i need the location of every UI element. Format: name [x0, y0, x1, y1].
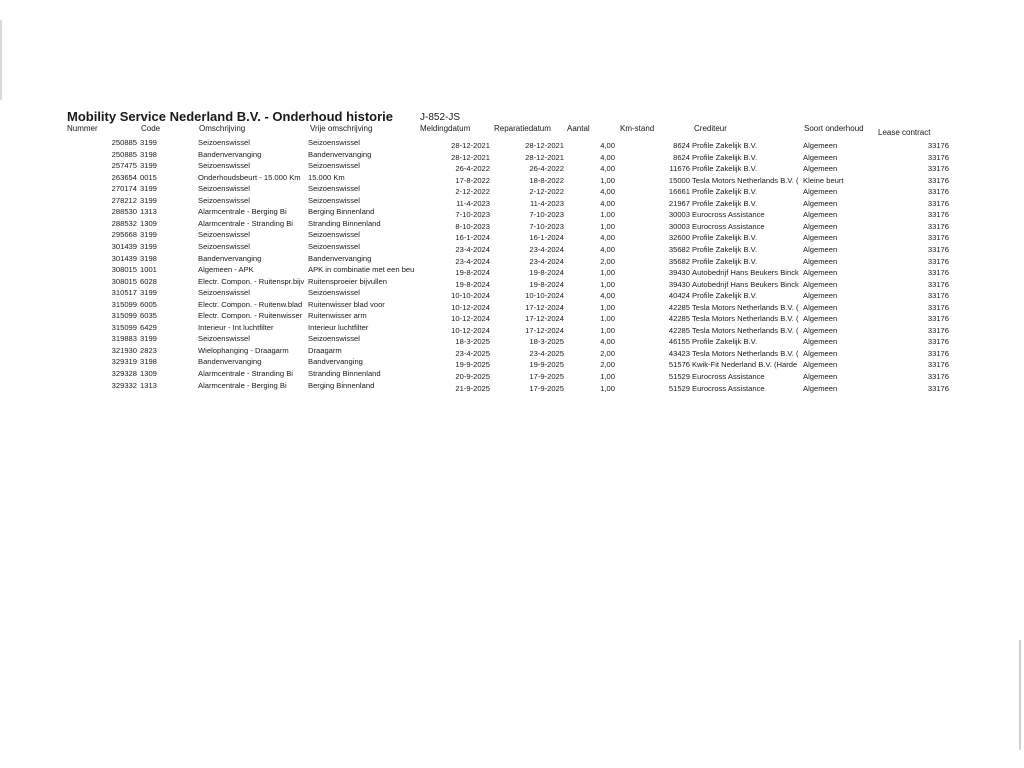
row-lease-contract: 33176	[927, 325, 949, 335]
row-soort-onderhoud: Algemeen	[803, 152, 838, 162]
row-vrije-omschrijving: Seizoenswissel	[308, 241, 360, 251]
row-km-stand: 8624	[673, 141, 690, 150]
row-vrije-omschrijving: Bandvervanging	[308, 357, 363, 367]
row-km-stand: 51576	[668, 360, 690, 370]
row-soort-onderhoud: Algemeen	[803, 268, 838, 278]
header-km-stand: Km-stand	[620, 124, 655, 133]
scan-edge-right	[1019, 640, 1021, 750]
row-vrije-omschrijving: Seizoenswissel	[308, 288, 360, 298]
row-meldingdatum: 10-10-2024	[451, 291, 490, 301]
row-crediteur: Tesla Motors Netherlands B.V. (	[692, 175, 799, 185]
row-nummer: 315099	[111, 311, 137, 321]
row-omschrijving: Seizoenswissel	[198, 138, 250, 147]
row-soort-onderhoud: Algemeen	[803, 337, 838, 347]
row-meldingdatum: 2-12-2022	[455, 187, 490, 197]
row-crediteur: Kwik-Fit Nederland B.V. (Harde	[692, 360, 798, 370]
table-row	[0, 241, 1024, 253]
license-plate: J-852-JS	[420, 112, 461, 123]
table-row	[0, 356, 1024, 368]
row-lease-contract: 33176	[927, 337, 949, 347]
row-soort-onderhoud: Algemeen	[803, 187, 838, 197]
row-lease-contract: 33176	[927, 314, 949, 324]
row-vrije-omschrijving: Interieur luchtfilter	[308, 322, 369, 332]
row-aantal: 2,00	[600, 348, 615, 358]
header-code: Code	[141, 124, 161, 133]
row-km-stand: 11676	[669, 164, 690, 174]
row-vrije-omschrijving: Berging Binnenland	[308, 207, 375, 217]
row-code: 6028	[140, 276, 157, 286]
row-aantal: 4,00	[600, 291, 615, 301]
row-crediteur: Tesla Motors Netherlands B.V. (	[692, 348, 799, 358]
row-omschrijving: Seizoenswissel	[198, 184, 250, 194]
row-lease-contract: 33176	[927, 152, 949, 162]
header-reparatiedatum: Reparatiedatum	[494, 124, 551, 133]
row-aantal: 1,00	[600, 210, 615, 220]
row-nummer: 315099	[111, 322, 137, 332]
header-crediteur: Crediteur	[694, 124, 727, 133]
row-km-stand: 30003	[668, 210, 690, 220]
row-lease-contract: 33176	[927, 383, 949, 393]
table-row	[0, 229, 1024, 241]
row-meldingdatum: 10-12-2024	[451, 302, 490, 312]
row-km-stand: 15000	[668, 175, 690, 185]
row-aantal: 1,00	[600, 302, 615, 312]
row-code: 3199	[140, 195, 157, 205]
row-meldingdatum: 10-12-2024	[451, 325, 490, 335]
row-reparatiedatum: 2-12-2022	[529, 187, 564, 197]
row-reparatiedatum: 16-1-2024	[529, 233, 564, 243]
table-row	[0, 287, 1024, 299]
row-meldingdatum: 23-4-2024	[455, 244, 490, 254]
row-aantal: 4,00	[600, 187, 615, 197]
row-reparatiedatum: 28-12-2021	[525, 141, 564, 150]
table-row	[0, 160, 1024, 172]
row-soort-onderhoud: Algemeen	[803, 244, 838, 254]
row-code: 1001	[140, 265, 157, 275]
row-meldingdatum: 11-4-2023	[455, 198, 490, 208]
row-lease-contract: 33176	[927, 187, 949, 197]
row-nummer: 308015	[111, 265, 137, 275]
row-meldingdatum: 8-10-2023	[455, 221, 490, 231]
row-code: 3198	[140, 149, 157, 159]
row-nummer: 250885	[111, 149, 137, 159]
row-soort-onderhoud: Algemeen	[803, 302, 838, 312]
row-nummer: 295668	[111, 230, 137, 240]
row-lease-contract: 33176	[927, 210, 949, 220]
row-code: 1313	[140, 207, 157, 217]
row-crediteur: Profile Zakelijk B.V.	[692, 256, 758, 266]
row-code: 3199	[140, 138, 157, 147]
row-code: 3199	[140, 184, 157, 194]
row-nummer: 321930	[111, 345, 137, 355]
row-reparatiedatum: 18-8-2022	[529, 175, 564, 185]
row-crediteur: Eurocross Assistance	[692, 210, 765, 220]
row-omschrijving: Interieur - Int luchtfilter	[198, 322, 274, 332]
table-row	[0, 206, 1024, 218]
row-omschrijving: Alarmcentrale - Berging Bi	[198, 380, 287, 390]
row-nummer: 319883	[111, 334, 137, 344]
row-vrije-omschrijving: Seizoenswissel	[308, 230, 360, 240]
row-reparatiedatum: 19-8-2024	[529, 279, 564, 289]
table-row	[0, 345, 1024, 357]
row-nummer: 329332	[111, 380, 137, 390]
row-code: 6429	[140, 322, 157, 332]
row-crediteur: Autobedrijf Hans Beukers Binck	[692, 268, 799, 278]
row-aantal: 1,00	[600, 372, 615, 381]
row-omschrijving: Seizoenswissel	[198, 334, 250, 344]
row-code: 3198	[140, 253, 157, 263]
row-soort-onderhoud: Algemeen	[803, 325, 838, 335]
row-aantal: 4,00	[600, 337, 615, 347]
row-vrije-omschrijving: Draagarm	[308, 345, 342, 355]
row-nummer: 278212	[111, 195, 137, 205]
row-soort-onderhoud: Algemeen	[803, 221, 838, 231]
row-meldingdatum: 10-12-2024	[451, 314, 490, 324]
row-omschrijving: Bandenvervanging	[198, 149, 262, 159]
header-nummer: Nummer	[67, 124, 98, 133]
row-omschrijving: Onderhoudsbeurt - 15.000 Km	[198, 172, 301, 182]
row-soort-onderhoud: Algemeen	[803, 348, 838, 358]
row-lease-contract: 33176	[927, 256, 949, 266]
header-vrije-omschrijving: Vrije omschrijving	[310, 124, 373, 133]
row-omschrijving: Seizoenswissel	[198, 288, 250, 298]
row-nummer: 301439	[111, 253, 137, 263]
table-row	[0, 253, 1024, 265]
row-code: 3199	[140, 288, 157, 298]
table-row	[0, 149, 1024, 161]
row-km-stand: 21967	[668, 198, 690, 208]
table-row	[0, 322, 1024, 334]
row-vrije-omschrijving: Stranding Binnenland	[308, 369, 381, 378]
row-lease-contract: 33176	[927, 360, 949, 370]
row-soort-onderhoud: Algemeen	[803, 314, 838, 324]
row-meldingdatum: 16-1-2024	[455, 233, 490, 243]
row-omschrijving: Seizoenswissel	[198, 241, 250, 251]
row-meldingdatum: 19-8-2024	[455, 279, 490, 289]
row-code: 3198	[140, 357, 157, 367]
row-reparatiedatum: 7-10-2023	[529, 221, 564, 231]
row-meldingdatum: 18-3-2025	[455, 337, 490, 347]
row-nummer: 288530	[111, 207, 137, 217]
row-soort-onderhoud: Algemeen	[803, 372, 838, 381]
row-soort-onderhoud: Algemeen	[803, 256, 838, 266]
row-crediteur: Profile Zakelijk B.V.	[692, 187, 758, 197]
row-meldingdatum: 23-4-2024	[455, 256, 490, 266]
row-soort-onderhoud: Algemeen	[803, 383, 838, 393]
row-nummer: 270174	[111, 184, 137, 194]
table-row	[0, 368, 1024, 380]
row-km-stand: 40424	[668, 291, 690, 301]
row-reparatiedatum: 10-10-2024	[525, 291, 564, 301]
row-reparatiedatum: 17-12-2024	[525, 302, 564, 312]
row-soort-onderhoud: Algemeen	[803, 233, 838, 243]
row-omschrijving: Seizoenswissel	[198, 195, 250, 205]
row-lease-contract: 33176	[927, 164, 949, 174]
row-vrije-omschrijving: Seizoenswissel	[308, 334, 360, 344]
row-nummer: 308015	[111, 276, 137, 286]
row-reparatiedatum: 23-4-2025	[529, 348, 564, 358]
row-reparatiedatum: 19-9-2025	[529, 360, 564, 370]
row-vrije-omschrijving: Seizoenswissel	[308, 184, 360, 194]
row-aantal: 2,00	[600, 360, 615, 370]
row-reparatiedatum: 23-4-2024	[529, 244, 564, 254]
row-vrije-omschrijving: Stranding Binnenland	[308, 218, 381, 228]
row-vrije-omschrijving: Berging Binnenland	[308, 380, 375, 390]
row-meldingdatum: 17-8-2022	[455, 175, 490, 185]
row-km-stand: 30003	[668, 221, 690, 231]
row-vrije-omschrijving: Bandenvervanging	[308, 253, 372, 263]
row-lease-contract: 33176	[927, 268, 949, 278]
header-aantal: Aantal	[567, 124, 590, 133]
row-crediteur: Profile Zakelijk B.V.	[692, 198, 758, 208]
row-meldingdatum: 26-4-2022	[455, 164, 490, 174]
header-omschrijving: Omschrijving	[199, 124, 246, 133]
row-km-stand: 32600	[668, 233, 690, 243]
row-nummer: 250885	[111, 138, 137, 147]
row-reparatiedatum: 28-12-2021	[525, 152, 564, 162]
row-reparatiedatum: 17-12-2024	[525, 314, 564, 324]
row-nummer: 315099	[111, 299, 137, 309]
row-lease-contract: 33176	[927, 291, 949, 301]
row-meldingdatum: 28-12-2021	[451, 141, 490, 150]
row-nummer: 257475	[111, 161, 137, 171]
row-soort-onderhoud: Algemeen	[803, 291, 838, 301]
row-crediteur: Tesla Motors Netherlands B.V. (	[692, 314, 799, 324]
row-aantal: 1,00	[600, 314, 615, 324]
scan-edge-left	[0, 20, 2, 100]
row-reparatiedatum: 17-12-2024	[525, 325, 564, 335]
row-aantal: 1,00	[600, 383, 615, 393]
row-omschrijving: Bandenvervanging	[198, 357, 262, 367]
row-code: 1309	[140, 369, 157, 378]
row-km-stand: 51529	[668, 383, 690, 393]
row-meldingdatum: 21-9-2025	[455, 383, 490, 393]
row-crediteur: Tesla Motors Netherlands B.V. (	[692, 302, 799, 312]
row-crediteur: Eurocross Assistance	[692, 383, 765, 393]
row-nummer: 263654	[111, 172, 137, 182]
row-soort-onderhoud: Kleine beurt	[803, 175, 844, 185]
row-vrije-omschrijving: Ruitensproeier bijvullen	[308, 276, 387, 286]
row-omschrijving: Electr. Compon. - Ruitenspr.bijv	[198, 276, 304, 286]
row-vrije-omschrijving: Seizoenswissel	[308, 161, 360, 171]
row-aantal: 4,00	[600, 233, 615, 243]
row-km-stand: 42285	[668, 314, 690, 324]
row-aantal: 1,00	[600, 221, 615, 231]
table-row	[0, 218, 1024, 230]
row-aantal: 4,00	[600, 152, 615, 162]
row-nummer: 310517	[111, 288, 137, 298]
row-code: 3199	[140, 161, 157, 171]
row-crediteur: Profile Zakelijk B.V.	[692, 164, 758, 174]
row-crediteur: Profile Zakelijk B.V.	[692, 291, 758, 301]
table-row	[0, 264, 1024, 276]
header-meldingdatum: Meldingdatum	[420, 124, 471, 133]
table-row	[0, 299, 1024, 311]
row-meldingdatum: 7-10-2023	[455, 210, 490, 220]
row-vrije-omschrijving: Seizoenswissel	[308, 195, 360, 205]
table-row	[0, 195, 1024, 207]
row-lease-contract: 33176	[927, 348, 949, 358]
row-code: 3199	[140, 241, 157, 251]
row-aantal: 1,00	[600, 325, 615, 335]
table-row	[0, 380, 1024, 392]
row-crediteur: Profile Zakelijk B.V.	[692, 337, 758, 347]
row-omschrijving: Seizoenswissel	[198, 230, 250, 240]
row-nummer: 288532	[111, 218, 137, 228]
row-aantal: 4,00	[600, 244, 615, 254]
row-code: 3199	[140, 230, 157, 240]
table-row	[0, 137, 1024, 149]
row-lease-contract: 33176	[927, 221, 949, 231]
row-code: 0015	[140, 172, 157, 182]
row-km-stand: 35682	[668, 244, 690, 254]
row-soort-onderhoud: Algemeen	[803, 164, 838, 174]
row-omschrijving: Bandenvervanging	[198, 253, 262, 263]
row-soort-onderhoud: Algemeen	[803, 210, 838, 220]
row-code: 1313	[140, 380, 157, 390]
row-reparatiedatum: 26-4-2022	[529, 164, 564, 174]
row-code: 1309	[140, 218, 157, 228]
header-lease-contract: Lease contract	[878, 128, 931, 137]
row-crediteur: Eurocross Assistance	[692, 372, 765, 381]
page-title: Mobility Service Nederland B.V. - Onderhoud historie	[67, 109, 394, 124]
row-meldingdatum: 23-4-2025	[455, 348, 490, 358]
row-nummer: 329328	[111, 369, 137, 378]
row-crediteur: Tesla Motors Netherlands B.V. (	[692, 325, 799, 335]
row-omschrijving: Wielophanging - Draagarm	[198, 345, 289, 355]
row-lease-contract: 33176	[927, 244, 949, 254]
row-meldingdatum: 19-9-2025	[455, 360, 490, 370]
row-lease-contract: 33176	[927, 198, 949, 208]
row-crediteur: Profile Zakelijk B.V.	[692, 244, 758, 254]
row-meldingdatum: 19-8-2024	[455, 268, 490, 278]
row-km-stand: 42285	[668, 325, 690, 335]
table-row	[0, 310, 1024, 322]
row-km-stand: 42285	[668, 302, 690, 312]
row-omschrijving: Seizoenswissel	[198, 161, 250, 171]
row-reparatiedatum: 17-9-2025	[529, 383, 564, 393]
header-soort-onderhoud: Soort onderhoud	[804, 124, 864, 133]
row-vrije-omschrijving: Bandenvervanging	[308, 149, 372, 159]
row-lease-contract: 33176	[927, 175, 949, 185]
row-crediteur: Autobedrijf Hans Beukers Binck	[692, 279, 799, 289]
row-aantal: 1,00	[600, 268, 615, 278]
row-soort-onderhoud: Algemeen	[803, 141, 838, 150]
table-row	[0, 276, 1024, 288]
row-lease-contract: 33176	[927, 233, 949, 243]
row-aantal: 4,00	[600, 164, 615, 174]
row-reparatiedatum: 19-8-2024	[529, 268, 564, 278]
row-aantal: 1,00	[600, 175, 615, 185]
row-aantal: 4,00	[600, 141, 615, 150]
row-lease-contract: 33176	[927, 372, 949, 381]
row-vrije-omschrijving: APK in combinatie met een beu	[308, 265, 415, 275]
row-code: 3199	[140, 334, 157, 344]
row-omschrijving: Electr. Compon. - Ruitenw.blad	[198, 299, 303, 309]
row-aantal: 2,00	[600, 256, 615, 266]
row-lease-contract: 33176	[927, 141, 949, 150]
row-reparatiedatum: 17-9-2025	[529, 372, 564, 381]
row-omschrijving: Alarmcentrale - Stranding Bi	[198, 218, 293, 228]
row-vrije-omschrijving: Ruitenwisser arm	[308, 311, 367, 321]
row-omschrijving: Alarmcentrale - Stranding Bi	[198, 369, 293, 378]
row-nummer: 301439	[111, 241, 137, 251]
row-code: 6035	[140, 311, 157, 321]
row-km-stand: 8624	[673, 152, 690, 162]
row-vrije-omschrijving: 15.000 Km	[308, 172, 345, 182]
row-omschrijving: Algemeen - APK	[198, 265, 254, 275]
row-reparatiedatum: 11-4-2023	[529, 198, 564, 208]
row-omschrijving: Alarmcentrale - Berging Bi	[198, 207, 287, 217]
row-aantal: 4,00	[600, 198, 615, 208]
row-reparatiedatum: 23-4-2024	[529, 256, 564, 266]
row-crediteur: Profile Zakelijk B.V.	[692, 233, 758, 243]
row-km-stand: 39430	[668, 279, 690, 289]
row-km-stand: 46155	[668, 337, 690, 347]
table-row	[0, 172, 1024, 184]
row-vrije-omschrijving: Seizoenswissel	[308, 138, 360, 147]
row-omschrijving: Electr. Compon. - Ruitenwisser	[198, 311, 303, 321]
row-reparatiedatum: 18-3-2025	[529, 337, 564, 347]
table-row	[0, 333, 1024, 345]
row-code: 2823	[140, 345, 157, 355]
row-soort-onderhoud: Algemeen	[803, 360, 838, 370]
table-row	[0, 183, 1024, 195]
row-lease-contract: 33176	[927, 279, 949, 289]
row-reparatiedatum: 7-10-2023	[529, 210, 564, 220]
row-vrije-omschrijving: Ruitenwisser blad voor	[308, 299, 385, 309]
row-aantal: 1,00	[600, 279, 615, 289]
row-crediteur: Profile Zakelijk B.V.	[692, 152, 758, 162]
row-meldingdatum: 28-12-2021	[451, 152, 490, 162]
row-km-stand: 39430	[668, 268, 690, 278]
row-code: 6005	[140, 299, 157, 309]
row-soort-onderhoud: Algemeen	[803, 198, 838, 208]
row-km-stand: 43423	[668, 348, 690, 358]
row-crediteur: Eurocross Assistance	[692, 221, 765, 231]
row-crediteur: Profile Zakelijk B.V.	[692, 141, 758, 150]
row-nummer: 329319	[111, 357, 137, 367]
row-km-stand: 35682	[668, 256, 690, 266]
row-km-stand: 16661	[668, 187, 690, 197]
row-km-stand: 51529	[668, 372, 690, 381]
row-lease-contract: 33176	[927, 302, 949, 312]
row-soort-onderhoud: Algemeen	[803, 279, 838, 289]
row-meldingdatum: 20-9-2025	[455, 372, 490, 381]
